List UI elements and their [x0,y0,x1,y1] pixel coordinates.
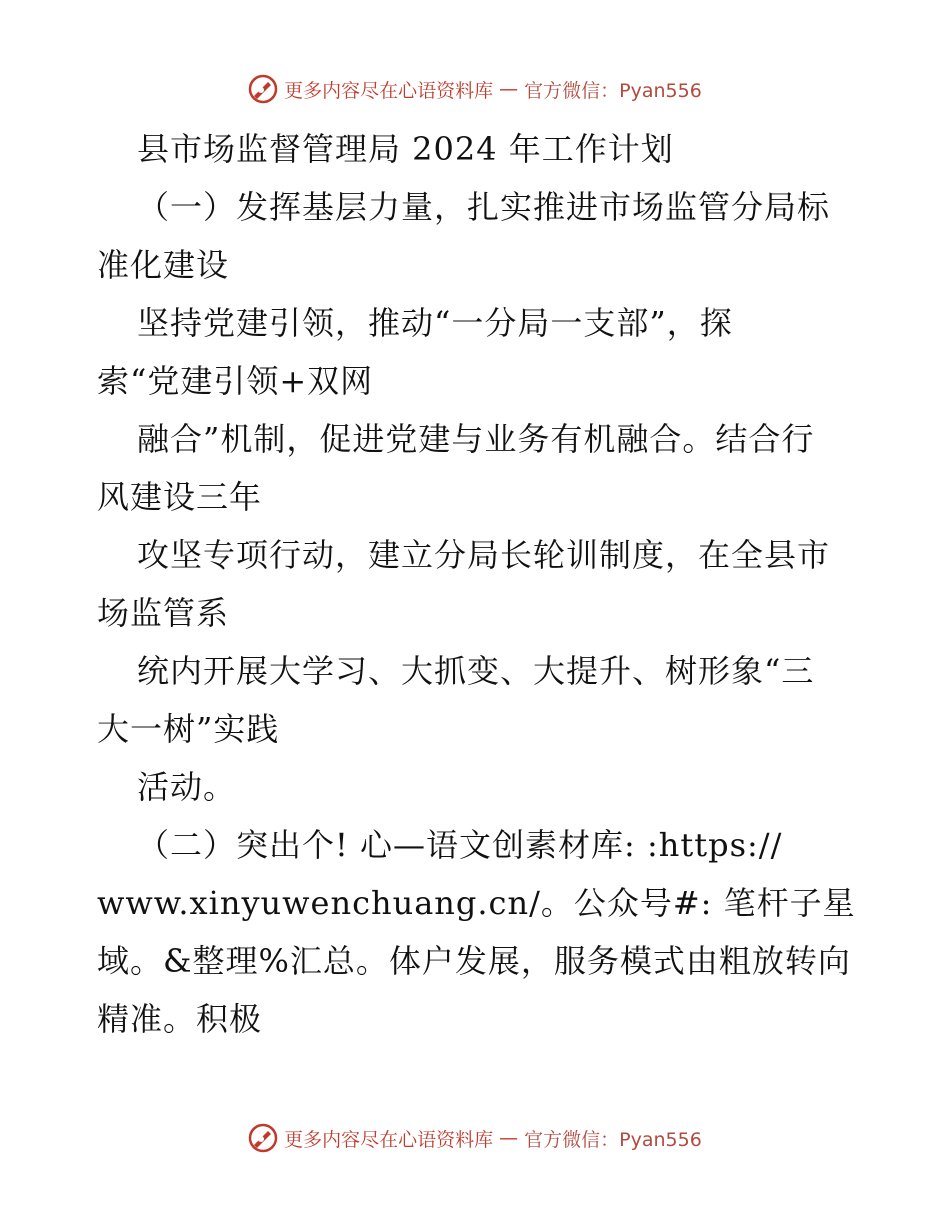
header-watermark [0,74,950,104]
watermark-dash: — [499,78,519,100]
text-line: www.xinyuwenchuang.cn/。公众号#: 笔杆子星 [97,884,856,922]
pen-logo-icon [248,1123,278,1153]
text-line: 索“党建引领+双网 [97,362,374,400]
watermark-main-text: 更多内容尽在心语资料库 [284,79,494,102]
text-line: （二）突出个! 心—语文创素材库: :https:// [137,826,783,864]
watermark-main-text: 更多内容尽在心语资料库 [284,1128,494,1151]
footer-watermark [0,1123,950,1153]
text-line: 精准。积极 [97,1000,263,1038]
watermark-dash: — [499,1127,519,1149]
pen-logo-icon [248,74,278,104]
watermark-contact-text: 官方微信：Pyan556 [524,1128,702,1151]
text-line: 县市场监督管理局 2024 年工作计划 [137,130,674,168]
text-line: 准化建设 [97,246,230,284]
text-line: 融合”机制，促进党建与业务有机融合。结合行 [137,420,815,458]
text-line: 域。&整理%汇总。体户发展，服务模式由粗放转向 [97,942,851,980]
document-body [97,120,857,1048]
text-line: 统内开展大学习、大抓变、大提升、树形象“三 [137,652,815,690]
text-line: 坚持党建引领，推动“一分局一支部”，探 [137,304,733,342]
watermark-contact-text: 官方微信：Pyan556 [524,79,702,102]
text-line: 场监管系 [97,594,230,632]
text-line: 攻坚专项行动，建立分局长轮训制度，在全县市 [137,536,831,574]
text-line: （一）发挥基层力量，扎实推进市场监管分局标 [137,188,831,226]
text-line: 大一树”实践 [97,710,280,748]
text-line: 活动。 [137,768,237,806]
text-line: 风建设三年 [97,478,263,516]
